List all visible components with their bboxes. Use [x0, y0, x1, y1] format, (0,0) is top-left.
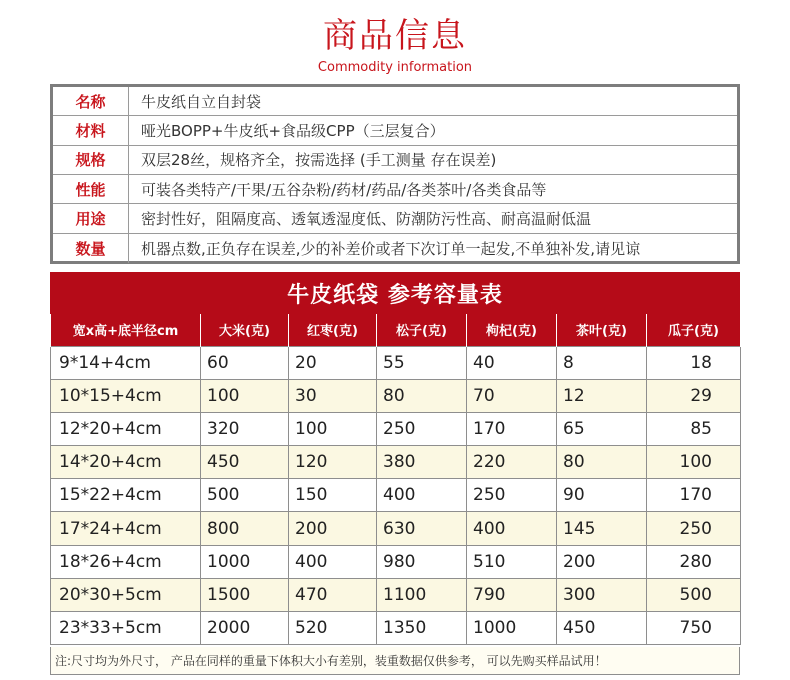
table-row [51, 446, 741, 479]
capacity-cell: 510 [467, 545, 557, 578]
table-row [51, 578, 741, 611]
capacity-cell: 630 [377, 512, 467, 545]
capacity-cell: 250 [647, 512, 741, 545]
info-row-spec [53, 146, 737, 175]
table-note: 注:尺寸均为外尺寸， 产品在同样的重量下体积大小有差别，装重数据仅供参考， 可以先购买样品试用！ [50, 647, 740, 675]
size-cell: 20*30+5cm [51, 578, 201, 611]
info-label: 用途 [53, 204, 129, 232]
capacity-cell: 450 [201, 446, 289, 479]
page-subtitle: Commodity information [317, 60, 473, 75]
capacity-cell: 100 [201, 379, 289, 412]
capacity-cell: 750 [647, 612, 741, 645]
capacity-table-title: 牛皮纸袋 参考容量表 [50, 272, 740, 314]
size-cell: 9*14+4cm [51, 346, 201, 379]
info-row-material [53, 116, 737, 145]
capacity-cell: 145 [557, 512, 647, 545]
capacity-cell: 500 [647, 578, 741, 611]
column-header: 瓜子(克) [647, 314, 741, 346]
info-label: 规格 [53, 146, 129, 174]
product-info-table [50, 84, 740, 264]
capacity-cell: 100 [647, 446, 741, 479]
capacity-cell: 65 [557, 412, 647, 445]
capacity-cell: 170 [467, 412, 557, 445]
table-row [51, 545, 741, 578]
capacity-cell: 200 [557, 545, 647, 578]
column-header: 宽x高+底半径cm [51, 314, 201, 346]
info-label: 材料 [53, 116, 129, 144]
table-row [51, 479, 741, 512]
capacity-cell: 400 [377, 479, 467, 512]
capacity-cell: 1500 [201, 578, 289, 611]
table-row [51, 412, 741, 445]
size-cell: 18*26+4cm [51, 545, 201, 578]
page-header [0, 14, 790, 76]
capacity-cell: 8 [557, 346, 647, 379]
page-title: 商品信息 [323, 16, 467, 56]
capacity-cell: 220 [467, 446, 557, 479]
capacity-cell: 1350 [377, 612, 467, 645]
table-row [51, 512, 741, 545]
capacity-cell: 1000 [467, 612, 557, 645]
capacity-cell: 1100 [377, 578, 467, 611]
info-label: 性能 [53, 175, 129, 203]
info-value: 密封性好，阻隔度高、透氧透湿度低、防潮防污性高、耐高温耐低温 [141, 209, 592, 228]
capacity-cell: 800 [201, 512, 289, 545]
capacity-cell: 100 [289, 412, 377, 445]
capacity-cell: 470 [289, 578, 377, 611]
capacity-table-body [51, 346, 741, 645]
capacity-cell: 2000 [201, 612, 289, 645]
info-row-quantity [53, 234, 737, 263]
info-value: 牛皮纸自立自封袋 [141, 92, 262, 111]
column-header: 大米(克) [201, 314, 289, 346]
info-value: 双层28丝，规格齐全，按需选择 (手工测量 存在误差) [141, 151, 497, 170]
capacity-cell: 30 [289, 379, 377, 412]
info-row-usage [53, 204, 737, 233]
info-value: 哑光BOPP+牛皮纸+食品级CPP（三层复合） [141, 121, 445, 140]
capacity-cell: 280 [647, 545, 741, 578]
capacity-cell: 320 [201, 412, 289, 445]
column-header: 红枣(克) [289, 314, 377, 346]
capacity-cell: 80 [377, 379, 467, 412]
capacity-cell: 500 [201, 479, 289, 512]
capacity-cell: 980 [377, 545, 467, 578]
capacity-cell: 1000 [201, 545, 289, 578]
info-row-name [53, 87, 737, 116]
capacity-cell: 450 [557, 612, 647, 645]
capacity-cell: 20 [289, 346, 377, 379]
capacity-cell: 400 [289, 545, 377, 578]
capacity-cell: 40 [467, 346, 557, 379]
capacity-cell: 70 [467, 379, 557, 412]
size-cell: 23*33+5cm [51, 612, 201, 645]
size-cell: 17*24+4cm [51, 512, 201, 545]
size-cell: 15*22+4cm [51, 479, 201, 512]
table-row [51, 346, 741, 379]
capacity-header-row [51, 314, 741, 346]
capacity-cell: 250 [377, 412, 467, 445]
capacity-cell: 200 [289, 512, 377, 545]
capacity-cell: 18 [647, 346, 741, 379]
size-cell: 14*20+4cm [51, 446, 201, 479]
info-label: 数量 [53, 234, 129, 263]
info-row-performance [53, 175, 737, 204]
capacity-cell: 29 [647, 379, 741, 412]
capacity-cell: 85 [647, 412, 741, 445]
capacity-cell: 80 [557, 446, 647, 479]
capacity-cell: 12 [557, 379, 647, 412]
column-header: 枸杞(克) [467, 314, 557, 346]
table-row [51, 612, 741, 645]
capacity-cell: 170 [647, 479, 741, 512]
info-value: 可装各类特产/干果/五谷杂粉/药材/药品/各类茶叶/各类食品等 [141, 180, 547, 199]
column-header: 茶叶(克) [557, 314, 647, 346]
capacity-cell: 380 [377, 446, 467, 479]
capacity-cell: 120 [289, 446, 377, 479]
capacity-cell: 300 [557, 578, 647, 611]
capacity-cell: 60 [201, 346, 289, 379]
capacity-cell: 400 [467, 512, 557, 545]
capacity-cell: 90 [557, 479, 647, 512]
capacity-cell: 250 [467, 479, 557, 512]
column-header: 松子(克) [377, 314, 467, 346]
info-label: 名称 [53, 87, 129, 115]
capacity-cell: 520 [289, 612, 377, 645]
capacity-cell: 150 [289, 479, 377, 512]
capacity-table [50, 314, 741, 645]
capacity-cell: 790 [467, 578, 557, 611]
table-row [51, 379, 741, 412]
capacity-cell: 55 [377, 346, 467, 379]
info-value: 机器点数,正负存在误差,少的补差价或者下次订单一起发,不单独补发,请见谅 [141, 239, 641, 258]
size-cell: 12*20+4cm [51, 412, 201, 445]
size-cell: 10*15+4cm [51, 379, 201, 412]
